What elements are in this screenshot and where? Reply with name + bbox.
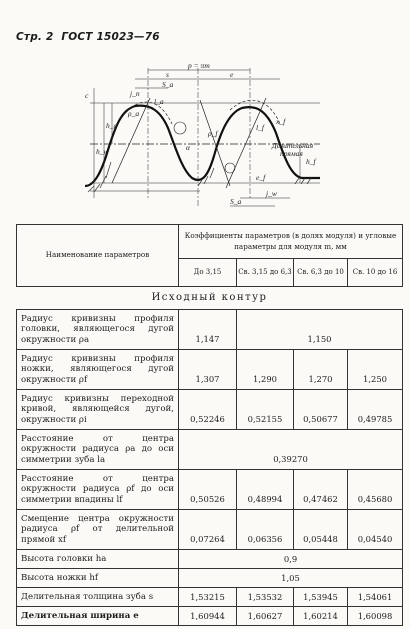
row-name: Расстояние от центра окружности радиуса ρf до оси симметрии впадины lf xyxy=(17,470,179,510)
row-value: 1,147 xyxy=(179,310,237,350)
page-header xyxy=(16,31,164,43)
label-pitch-line-2: прямая xyxy=(280,149,303,158)
row-value: 0,05448 xyxy=(294,510,348,550)
row-name: Высота головки ha xyxy=(17,550,179,569)
label-pitch: p = πm xyxy=(188,61,210,70)
header-module-range: Св. 6,3 до 10 xyxy=(294,259,348,287)
section-title: Исходный контур xyxy=(151,291,268,303)
row-value: 0,50677 xyxy=(294,390,348,430)
standard-number: ГОСТ 15023—76 xyxy=(61,31,160,43)
row-value: 1,53945 xyxy=(294,588,348,607)
label-sa-top: S_a xyxy=(162,80,174,89)
table-row xyxy=(17,510,403,550)
table-row xyxy=(17,430,403,470)
row-value: 0,45680 xyxy=(348,470,403,510)
row-value: 1,250 xyxy=(348,350,403,390)
row-value: 1,53532 xyxy=(237,588,294,607)
table-row xyxy=(17,350,403,390)
label-rho-a: ρ_a xyxy=(128,109,140,118)
table-row xyxy=(17,607,403,626)
label-jn: j_n xyxy=(130,89,140,98)
row-value: 0,9 xyxy=(179,550,403,569)
parameters-table xyxy=(16,224,403,626)
row-value: 0,48994 xyxy=(237,470,294,510)
row-value: 1,60098 xyxy=(348,607,403,626)
label-rho-f: ρ_f xyxy=(208,129,218,138)
label-jw: j_w xyxy=(266,189,277,198)
page-number: Стр. 2 xyxy=(16,31,54,43)
tooth-profile-diagram xyxy=(80,58,325,213)
table-row xyxy=(17,569,403,588)
row-name: Радиус кривизны профиля головки, являющегося дугой окружности ρа xyxy=(17,310,179,350)
row-value: 1,60627 xyxy=(237,607,294,626)
table-row xyxy=(17,470,403,510)
row-value: 1,53215 xyxy=(179,588,237,607)
row-value: 1,307 xyxy=(179,350,237,390)
row-value: 1,60944 xyxy=(179,607,237,626)
header-module-range: Св. 3,15 до 6,3 xyxy=(237,259,294,287)
header-module-range: Св. 10 до 16 xyxy=(348,259,403,287)
row-value: 0,50526 xyxy=(179,470,237,510)
table-row xyxy=(17,310,403,350)
row-name: Делительная толщина зуба s xyxy=(17,588,179,607)
row-value: 1,270 xyxy=(294,350,348,390)
row-value: 1,05 xyxy=(179,569,403,588)
label-ha: h_a xyxy=(106,121,118,130)
label-pitch-line-1: Делительная xyxy=(272,141,314,150)
row-name: Высота ножки hf xyxy=(17,569,179,588)
label-ef: e_f xyxy=(256,173,266,182)
row-value: 1,150 xyxy=(237,310,403,350)
row-name: Расстояние от центра окружности радиуса ρа до оси симметрии зуба la xyxy=(17,430,179,470)
label-sa-bottom: S_a xyxy=(230,197,242,206)
row-value: 0,07264 xyxy=(179,510,237,550)
label-hf: h_f xyxy=(306,157,316,166)
label-lf: l_f xyxy=(256,123,264,132)
row-value: 0,49785 xyxy=(348,390,403,430)
row-name: Радиус кривизны переходной кривой, являющейся дугой, окружности ρi xyxy=(17,390,179,430)
row-value: 0,52155 xyxy=(237,390,294,430)
label-la: l_a xyxy=(154,97,164,106)
label-c: c xyxy=(85,91,89,100)
label-e: e xyxy=(230,70,234,79)
row-value: 0,04540 xyxy=(348,510,403,550)
row-value: 0,52246 xyxy=(179,390,237,430)
row-value: 1,54061 xyxy=(348,588,403,607)
label-xf: x_f xyxy=(276,117,286,126)
row-name: Делительная ширина e xyxy=(17,607,179,626)
row-value: 0,39270 xyxy=(179,430,403,470)
row-value: 0,06356 xyxy=(237,510,294,550)
table-row xyxy=(17,550,403,569)
row-name: Радиус кривизны профиля ножки, являющегося дугой окружности ρf xyxy=(17,350,179,390)
table-row xyxy=(17,390,403,430)
label-hw: h_w xyxy=(96,147,109,156)
header-coefficients: Коэффициенты параметров (в долях модуля) и угловые параметры для модуля m, мм xyxy=(179,225,403,259)
label-alpha: α xyxy=(186,143,190,152)
table-row xyxy=(17,588,403,607)
header-module-range: До 3,15 xyxy=(179,259,237,287)
label-s: s xyxy=(166,70,169,79)
row-value: 1,290 xyxy=(237,350,294,390)
row-value: 0,47462 xyxy=(294,470,348,510)
row-name: Смещение центра окружности радиуса ρf от делительной прямой xf xyxy=(17,510,179,550)
row-value: 1,60214 xyxy=(294,607,348,626)
header-parameter-name: Наименование параметров xyxy=(17,225,179,287)
